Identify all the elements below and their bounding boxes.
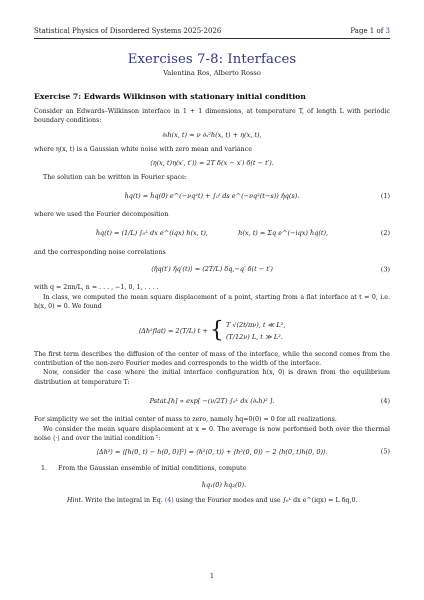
equation-question-1	[34, 479, 390, 491]
equation-3	[34, 262, 390, 277]
header-page-indicator	[350, 27, 390, 35]
equation-msd-case-short: T √(2t/πν), t ≪ L²,	[225, 320, 286, 329]
equation-2	[34, 225, 390, 241]
header-page-total-link[interactable]: 3	[385, 27, 390, 35]
paragraph-average: We consider the mean square displacement at x = 0. The average is now performed both over the thermal noise ⟨·⟩ and over the initial condition ·̄:	[34, 425, 390, 443]
equation-4	[34, 393, 390, 409]
equation-msd-case-long: (T/12ν) L, t ≫ L².	[225, 332, 283, 341]
list-marker: 1.	[41, 464, 48, 472]
equation-3-number: (3)	[380, 265, 390, 274]
equation-noise-text: ⟨η(x, t)η(x′, t′)⟩ = 2T δ(x − x′) δ(t − t′).	[150, 159, 274, 168]
paragraph-center-of-mass: For simplicity we set the initial center of mass to zero, namely ĥq=0(0) = 0 for all realizations.	[34, 416, 337, 424]
equation-1	[34, 189, 390, 203]
hint-paragraph	[34, 496, 390, 505]
equation-1-number: (1)	[380, 191, 390, 200]
footer-page-number: 1	[209, 572, 215, 580]
header-course-title: Statistical Physics of Disordered Systems 2025-2026	[34, 27, 222, 35]
hint-text-before: Write the integral in Eq.	[85, 496, 163, 504]
paragraph-fourier: where we used the Fourier decomposition	[34, 210, 169, 218]
document-title: Exercises 7-8: Interfaces	[127, 52, 297, 67]
section-heading: Exercise 7: Edwards Wilkinson with stationary initial condition	[34, 92, 306, 101]
equation-msd-lhs: ⟨Δh²flat⟩ = 2(T/L) t +	[138, 326, 208, 335]
authors: Valentina Ros, Alberto Rosso	[163, 69, 261, 77]
paragraph-wavevector: with q = 2πn/L, n = . . . , −1, 0, 1, . . . .	[34, 284, 159, 292]
equation-1-text: ĥq(t) = ĥq(0) e^(−νq²t) + ∫₀ᵗ ds e^(−νq²(t−s)) η̂q(s).	[124, 191, 300, 200]
paragraph-flat-msd: In class, we computed the mean square displacement of a point, starting from a flat interface at t = 0, i.e. h(x, 0) = 0. We found	[34, 293, 390, 311]
paragraph-interpretation: The first term describes the diffusion of the center of mass of the interface, while the second comes from the contribution of the non-zero Fourier modes and corresponds to the width of the interface.	[34, 350, 390, 368]
hint-label: Hint.	[67, 496, 84, 504]
equation-4-number: (4)	[380, 397, 390, 406]
equation-5-text: ⟨Δh²⟩ = ⟨[h(0, t) − h(0, 0)]²⟩ = ⟨h²(0, t)⟩ + ⟨h²(0, 0)⟩ − 2 ⟨h(0, t)h(0, 0)⟩.	[96, 447, 328, 456]
equation-2a-text: ĥq(t) = (1/L) ∫₀ᴸ dx e^(iqx) h(x, t),	[95, 229, 209, 238]
equation-noise-variance	[34, 158, 390, 169]
equation-2b-text: h(x, t) = Σq e^(−iqx) ĥq(t),	[238, 229, 329, 238]
paragraph-noise-correlations: and the corresponding noise correlations	[34, 249, 166, 257]
paragraph-solution: The solution can be written in Fourier space:	[43, 174, 187, 182]
paragraph-noise: where η(x, t) is a Gaussian white noise with zero mean and variance	[34, 145, 252, 153]
equation-ew-text: ∂ₜh(x, t) = ν ∂ₓ²h(x, t) + η(x, t),	[162, 130, 262, 139]
equation-5-number: (5)	[380, 447, 390, 456]
equation-3-text: ⟨η̂q(t′) η̂q′(t)⟩ = (2T/L) δq,−q′ δ(t − t′)	[151, 265, 273, 274]
hint-text-after: using the Fourier modes and use ∫₀ᴸ dx e^(iqx) = L δq,0.	[175, 496, 358, 504]
equation-5	[34, 447, 390, 458]
equation-4-text: Pstat.[h] ∝ exp[ −(ν/2T) ∫₀ᴸ dx (∂ₓh)² ].	[149, 397, 275, 406]
equation-2-number: (2)	[380, 229, 390, 238]
header-rule	[34, 38, 390, 39]
list-item-1-text: From the Gaussian ensemble of initial conditions, compute	[58, 464, 247, 472]
brace-symbol: {	[209, 317, 224, 343]
paragraph-intro: Consider an Edwards–Wilkinson interface in 1 + 1 dimensions, at temperature T, of length L with periodic boundary conditions:	[34, 108, 390, 125]
header-page-prefix: Page 1 of	[350, 27, 384, 35]
equation-edwards-wilkinson	[34, 130, 390, 141]
equation-4-reference-link[interactable]: (4)	[164, 496, 174, 504]
running-header	[34, 27, 390, 35]
paragraph-stationary: Now, consider the case where the initial interface configuration h(x, 0) is drawn from the equilibrium distribution at temperature T:	[34, 369, 390, 386]
equation-q1-text: ĥq₁(0) ĥq₂(0).	[201, 480, 247, 489]
list-item-1	[34, 464, 390, 473]
equation-msd-flat	[34, 316, 390, 346]
